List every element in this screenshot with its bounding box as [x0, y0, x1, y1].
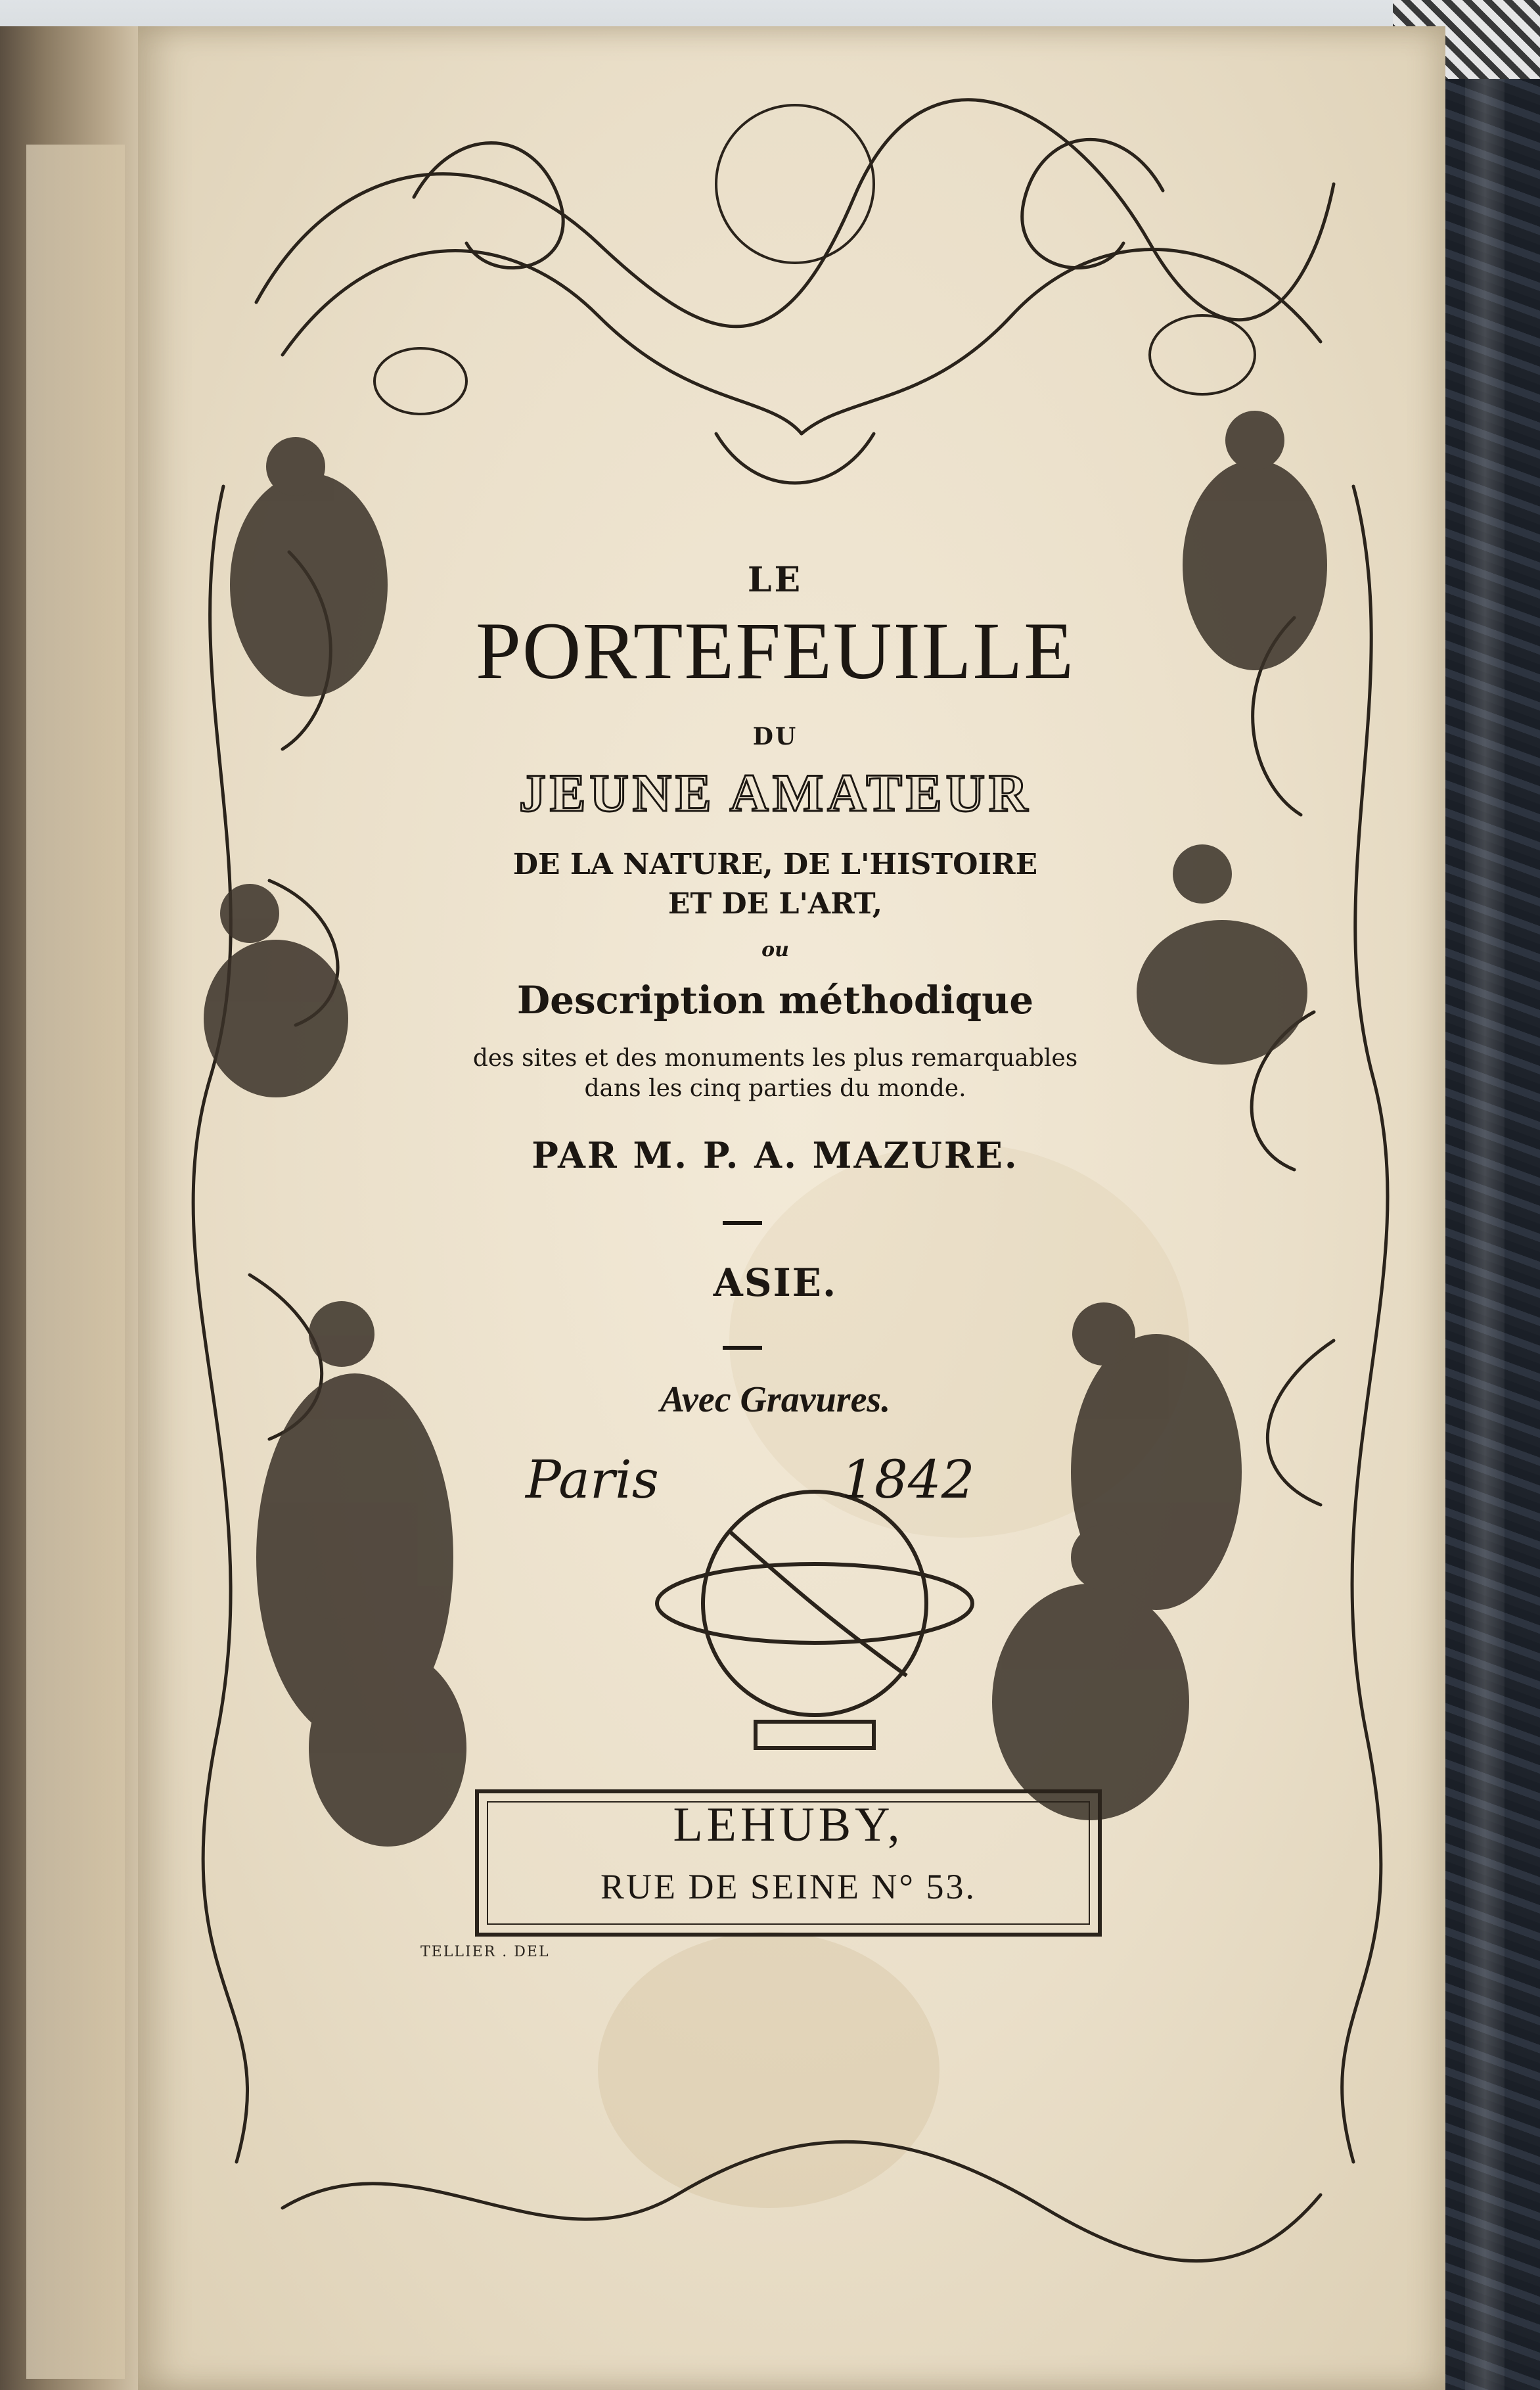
subtitle-jeune-amateur: JEUNE AMATEUR	[518, 763, 1032, 823]
main-title: PORTEFEUILLE	[475, 606, 1076, 696]
author-line: PAR M. P. A. MAZURE.	[532, 1134, 1019, 1176]
volume-region: ASIE.	[713, 1260, 838, 1305]
description-heading: Description méthodique	[516, 978, 1034, 1023]
spine-sheen	[1465, 79, 1505, 2390]
divider	[723, 1346, 762, 1350]
title-article: LE	[747, 560, 804, 600]
left-page-edge	[26, 145, 125, 2379]
divider	[723, 1221, 762, 1225]
publication-place: Paris	[526, 1449, 659, 1510]
conjunction-ou: ou	[761, 938, 789, 961]
description-line-2: dans les cinq parties du monde.	[584, 1075, 966, 1102]
illustrations-note: Avec Gravures.	[660, 1379, 891, 1420]
engraved-frame-illustration	[138, 26, 1445, 2390]
publication-year: 1842	[841, 1449, 975, 1510]
description-line-1: des sites et des monuments les plus remarquables	[472, 1045, 1078, 1072]
title-du: DU	[752, 723, 798, 750]
subtitle-line-nature: DE LA NATURE, DE L'HISTOIRE	[512, 848, 1038, 881]
publisher-address: RUE DE SEINE N° 53.	[600, 1867, 977, 1906]
publisher-name: LEHUBY,	[673, 1798, 904, 1852]
subtitle-line-art: ET DE L'ART,	[668, 887, 883, 921]
engraver-credit: TELLIER . DEL	[420, 1944, 550, 1960]
globe-icon	[657, 1492, 972, 1748]
